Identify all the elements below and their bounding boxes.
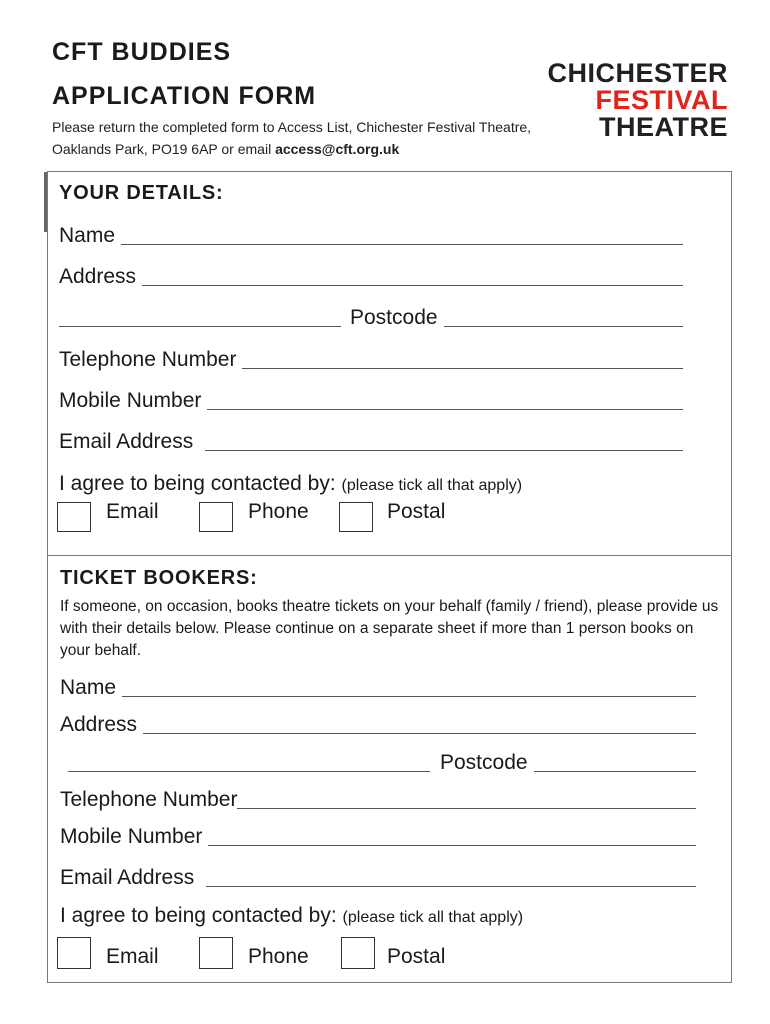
booker-contact-prompt: I agree to being contacted by: (60, 904, 337, 927)
mobile-input-line[interactable] (207, 409, 683, 410)
booker-telephone-input-line[interactable] (237, 808, 696, 809)
email-label: Email Address (59, 430, 194, 453)
booker-postcode-label: Postcode (440, 751, 528, 774)
name-input-line[interactable] (121, 244, 683, 245)
booker-address-field[interactable] (60, 713, 696, 737)
contact-consent-row (59, 472, 522, 496)
email-field[interactable] (59, 430, 683, 454)
booker-email-field[interactable] (60, 866, 696, 890)
intro-text: Please return the completed form to Access List, Chichester Festival Theatre, Oaklands Park, PO19 6AP or email (52, 119, 532, 157)
logo-line1: CHICHESTER (547, 58, 728, 88)
postal-checkbox[interactable] (339, 502, 373, 532)
telephone-field[interactable] (59, 348, 683, 372)
booker-postcode-input-line[interactable] (534, 771, 696, 772)
email-checkbox[interactable] (57, 502, 91, 532)
telephone-input-line[interactable] (242, 368, 683, 369)
booker-name-field[interactable] (60, 676, 696, 700)
form-title-line2: APPLICATION FORM (52, 82, 317, 110)
booker-address-input-line[interactable] (143, 733, 696, 734)
booker-telephone-label: Telephone Number (60, 788, 238, 811)
intro-email-link[interactable]: access@cft.org.uk (275, 141, 400, 157)
address-input-line[interactable] (142, 285, 683, 286)
booker-email-label: Email Address (60, 866, 195, 889)
booker-contact-consent-row (60, 904, 523, 928)
booker-name-input-line[interactable] (122, 696, 696, 697)
logo-line3: THEATRE (599, 112, 728, 142)
mobile-label: Mobile Number (59, 389, 202, 412)
booker-email-input-line[interactable] (206, 886, 696, 887)
booker-email-option-label: Email (106, 945, 159, 968)
booker-postcode-row (68, 751, 696, 775)
booker-mobile-label: Mobile Number (60, 825, 203, 848)
booker-postal-checkbox[interactable] (341, 937, 375, 969)
logo-line2: FESTIVAL (595, 85, 728, 115)
booker-name-label: Name (60, 676, 117, 699)
ticket-bookers-description: If someone, on occasion, books theatre tickets on your behalf (family / friend), please provide us with their details below. Please continue on a separate sheet if more than 1 person books on your behalf. (60, 598, 719, 659)
postcode-input-line[interactable] (444, 326, 683, 327)
booker-email-checkbox[interactable] (57, 937, 91, 969)
phone-option-label: Phone (248, 500, 309, 523)
mobile-field[interactable] (59, 389, 683, 413)
contact-prompt: I agree to being contacted by: (59, 472, 336, 495)
postcode-label: Postcode (350, 306, 438, 329)
address-field[interactable] (59, 265, 683, 289)
phone-checkbox[interactable] (199, 502, 233, 532)
form-title-line1: CFT BUDDIES (52, 38, 232, 66)
contact-hint: (please tick all that apply) (341, 477, 523, 494)
name-field[interactable] (59, 224, 683, 248)
address-label: Address (59, 265, 137, 288)
booker-mobile-field[interactable] (60, 825, 696, 849)
booker-phone-option-label: Phone (248, 945, 309, 968)
booker-address-label: Address (60, 713, 138, 736)
cft-logo (547, 60, 728, 141)
postcode-row (59, 306, 683, 330)
address-line2-input[interactable] (59, 326, 341, 327)
booker-address-line2-input[interactable] (68, 771, 430, 772)
your-details-heading: YOUR DETAILS: (59, 182, 224, 204)
booker-telephone-field[interactable] (60, 788, 696, 812)
booker-phone-checkbox[interactable] (199, 937, 233, 969)
telephone-label: Telephone Number (59, 348, 237, 371)
booker-postal-option-label: Postal (387, 945, 446, 968)
booker-mobile-input-line[interactable] (208, 845, 696, 846)
ticket-bookers-heading: TICKET BOOKERS: (60, 567, 258, 589)
booker-contact-hint: (please tick all that apply) (342, 909, 524, 926)
email-option-label: Email (106, 500, 159, 523)
postal-option-label: Postal (387, 500, 446, 523)
intro-paragraph (52, 116, 532, 160)
name-label: Name (59, 224, 116, 247)
email-input-line[interactable] (205, 450, 683, 451)
